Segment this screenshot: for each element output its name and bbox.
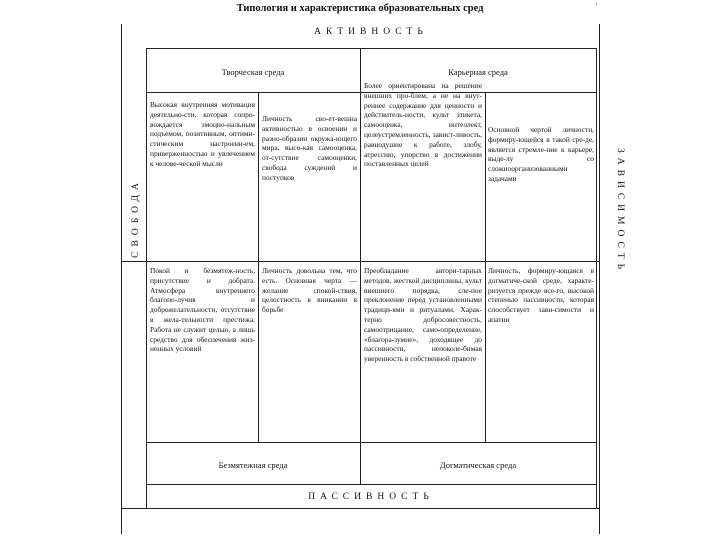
left-label: СВОБОДА (131, 178, 141, 258)
serene-env-personality: Личность довольна тем, что есть. Основная черта — желание спокой-ствия, целостность в вникании в борьбе (262, 266, 357, 315)
dogmatic-env-label: Догматическая среда (439, 460, 517, 470)
dogmatic-env-personality: Личность, формиру-ющаяся в догматиче-ской среде, характе-ризуется прежде все-го, высокой степенью пассивности, которая способствует зави-симости и апатии (488, 266, 594, 324)
top-label: АКТИВНОСТЬ (314, 27, 428, 37)
right-label: ЗАВИСИМОСТЬ (615, 148, 625, 275)
inner-right-border (596, 48, 597, 508)
career-env-characteristics: Более ориентирована на решение внешних про-блем, а не на внут-реннее содержание для ценности и действитель-ности, культ этикета, самооценка, интеллект, целеустремленность, завист-ливость, равнодушие к работе, злобу, агрессию, упорство в достижении поставленных целей (364, 81, 482, 169)
corner-mark: · (595, 0, 598, 9)
row-divider (121, 261, 600, 262)
center-divider (360, 48, 361, 484)
serene-env-characteristics: Покой и безмятеж-ность, присутствие и добрата. Атмосфера внутреннего благопо-лучия и доброжелательности, отсутствие в жела-тельности престижа. Работа не служит целью, а лишь средство для обеспечения жиз-ненных условий (150, 266, 255, 354)
career-env-personality: Основной чертой личности, формиру-ющейся в такой сре-де, является стремле-ние к карьере, выде-лу со сложноорганизованными задачами (488, 125, 594, 183)
outer-left-border (121, 24, 122, 534)
career-env-label: Карьерная среда (448, 67, 508, 77)
bottom-band-bottom (121, 508, 600, 509)
col-divider-left (258, 92, 259, 442)
outer-right-border (599, 24, 600, 534)
col-divider-right (485, 92, 486, 442)
top-band-bottom (146, 48, 596, 49)
bottom-band-top (146, 484, 596, 485)
creative-env-label: Творческая среда (221, 67, 285, 77)
creative-env-personality: Личность сво-ет-вешна активностью в освоении и разно-образии окружа-ющего мира, высо-кая самооценка, от-сутствие самооценки, свобода суждений и поступков (262, 114, 357, 182)
document-title: Типология и характеристика образовательных сред (236, 3, 484, 14)
dogmatic-env-characteristics: Преобладание автори-тарных методов, жесткой дисциплины, культ внешнего порядка, сле-пое преклонение перед установленными традици-ями и ритуалами. Харак-терно добросовестность, самоотрицание, само-определение, «благора-зумие», доходящее до пассивности, непоколе-бимая уверенность в собственной правоте (364, 266, 482, 364)
table-bottom (146, 442, 596, 443)
serene-env-label: Безмятежная среда (218, 460, 288, 470)
inner-left-border (146, 48, 147, 508)
bottom-label: ПАССИВНОСТЬ (308, 492, 434, 502)
creative-env-characteristics: Высокая внутренняя мотивация деятельно-сти, которая сопро-вождается эмоцио-нальным подъемом, позитивным, оптими-стическим настроени-ем, приверженностью и увлечением к челове-ческой мысли (150, 100, 255, 168)
